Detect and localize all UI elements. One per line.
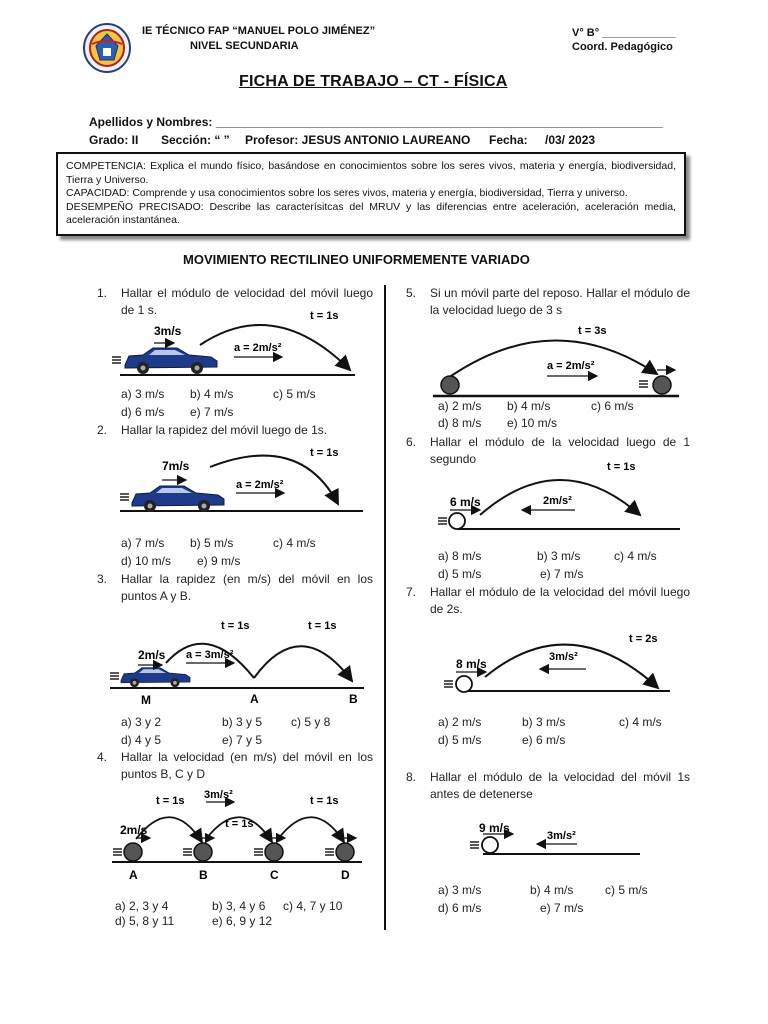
acceleration-label: 3m/s² xyxy=(204,789,233,801)
time-label: t = 2s xyxy=(629,633,658,645)
section-title: MOVIMIENTO RECTILINEO UNIFORMEMENTE VARIADO xyxy=(183,252,530,267)
option[interactable]: d) 5, 8 y 11 xyxy=(115,914,175,928)
question-text: Hallar el módulo de la velocidad luego de 1 segundo xyxy=(430,435,690,466)
option[interactable]: b) 3, 4 y 6 xyxy=(212,899,266,913)
question-text: Hallar el módulo de la velocidad del móvil luego de 2s. xyxy=(430,585,690,616)
question-5 xyxy=(406,285,690,321)
option[interactable]: c) 5 y 8 xyxy=(291,715,331,729)
options-q3 xyxy=(121,715,371,749)
question-text: Si un móvil parte del reposo. Hallar el módulo de la velocidad luego de 3 s xyxy=(430,286,690,317)
option[interactable]: d) 6 m/s xyxy=(121,405,165,419)
option[interactable]: a) 2 m/s xyxy=(438,399,482,413)
option[interactable]: e) 9 m/s xyxy=(197,554,241,568)
acceleration-label: a = 2m/s² xyxy=(234,342,282,354)
velocity-label: 9 m/s xyxy=(479,821,510,835)
options-q8 xyxy=(438,883,688,917)
figure-q6 xyxy=(430,455,682,535)
option[interactable]: a) 8 m/s xyxy=(438,549,482,563)
question-8 xyxy=(406,769,690,805)
option[interactable]: d) 6 m/s xyxy=(438,901,482,915)
option[interactable]: c) 4 m/s xyxy=(614,549,657,563)
option[interactable]: c) 4, 7 y 10 xyxy=(283,899,343,913)
question-3 xyxy=(97,571,373,607)
teacher-label: Profesor: JESUS ANTONIO LAUREANO xyxy=(245,133,471,147)
options-q6 xyxy=(438,549,688,583)
velocity-label: 2m/s xyxy=(138,648,166,662)
options-q2 xyxy=(121,536,371,570)
option[interactable]: b) 3 m/s xyxy=(522,715,566,729)
point-c: C xyxy=(270,868,279,882)
options-q4 xyxy=(115,899,375,933)
question-4 xyxy=(97,749,373,785)
time-label: t = 1s xyxy=(310,310,339,322)
options-q7 xyxy=(438,715,688,749)
acceleration-label: 3m/s² xyxy=(549,651,578,663)
option[interactable]: c) 5 m/s xyxy=(605,883,648,897)
time-label-1: t = 1s xyxy=(156,795,185,807)
time-label-2: t = 1s xyxy=(308,620,337,632)
time-label: t = 3s xyxy=(578,325,607,337)
desempeno-text: DESEMPEÑO PRECISADO: Describe las caracterísitcas del MRUV y las diferencias entre aceleración, aceleración media, aceleración instantánea. xyxy=(66,200,676,226)
option[interactable]: e) 7 m/s xyxy=(190,405,234,419)
figure-q4 xyxy=(106,784,372,884)
point-d: D xyxy=(341,868,350,882)
date-value: /03/ 2023 xyxy=(545,133,596,147)
option[interactable]: e) 7 m/s xyxy=(540,901,584,915)
option[interactable]: a) 2 m/s xyxy=(438,715,482,729)
question-number: 4. xyxy=(97,750,108,764)
time-label-1: t = 1s xyxy=(221,620,250,632)
question-number: 7. xyxy=(406,585,417,599)
option[interactable]: d) 10 m/s xyxy=(121,554,172,568)
time-label: t = 1s xyxy=(607,461,636,473)
option[interactable]: b) 4 m/s xyxy=(530,883,574,897)
option[interactable]: a) 2, 3 y 4 xyxy=(115,899,169,913)
option[interactable]: a) 7 m/s xyxy=(121,536,165,550)
option[interactable]: b) 3 y 5 xyxy=(222,715,263,729)
figure-q3 xyxy=(106,613,372,713)
acceleration-label: a = 3m/s² xyxy=(186,649,234,661)
time-label-2: t = 1s xyxy=(225,818,254,830)
option[interactable]: b) 4 m/s xyxy=(190,387,234,401)
velocity-label: 7m/s xyxy=(162,459,190,473)
time-label: t = 1s xyxy=(310,447,339,459)
question-text: Hallar la rapidez del móvil luego de 1s. xyxy=(121,423,328,437)
acceleration-label: a = 2m/s² xyxy=(236,479,284,491)
option[interactable]: d) 5 m/s xyxy=(438,733,482,747)
school-level: NIVEL SECUNDARIA xyxy=(190,40,299,52)
option[interactable]: a) 3 y 2 xyxy=(121,715,162,729)
point-m: M xyxy=(141,693,151,707)
option[interactable]: e) 7 m/s xyxy=(540,567,584,581)
capacidad-text: CAPACIDAD: Comprende y usa conocimientos sobre los seres vivos, materia y energía, biodiversidad, Tierra y universo. xyxy=(66,187,628,199)
figure-q1 xyxy=(110,305,370,380)
question-number: 6. xyxy=(406,435,417,449)
option[interactable]: b) 5 m/s xyxy=(190,536,234,550)
option[interactable]: a) 3 m/s xyxy=(438,883,482,897)
question-7 xyxy=(406,584,690,620)
question-text: Hallar la rapidez (en m/s) del móvil en los puntos A y B. xyxy=(121,572,373,603)
figure-q2 xyxy=(110,442,370,517)
question-2 xyxy=(97,422,373,440)
question-text: Hallar el módulo de la velocidad del móvil 1s antes de detenerse xyxy=(430,770,690,801)
question-number: 3. xyxy=(97,572,108,586)
options-q1 xyxy=(121,387,371,421)
velocity-label: 3m/s xyxy=(154,324,182,338)
school-name: IE TÉCNICO FAP “MANUEL POLO JIMÉNEZ” xyxy=(142,25,376,37)
option[interactable]: b) 4 m/s xyxy=(507,399,551,413)
velocity-label: 2m/s xyxy=(120,823,148,837)
option[interactable]: b) 3 m/s xyxy=(537,549,581,563)
figure-q7 xyxy=(430,622,682,697)
acceleration-label: 2m/s² xyxy=(543,495,572,507)
option[interactable]: a) 3 m/s xyxy=(121,387,165,401)
competency-box xyxy=(56,152,686,236)
competencia-text: COMPETENCIA: Explica el mundo físico, basándose en conocimientos sobre los seres vivos, materia y energía, biodiversidad, Tierra y Universo. xyxy=(66,160,676,186)
date-label: Fecha: xyxy=(489,133,528,147)
point-b: B xyxy=(349,692,358,706)
option[interactable]: c) 4 m/s xyxy=(619,715,662,729)
time-label-3: t = 1s xyxy=(310,795,339,807)
column-divider xyxy=(384,285,386,930)
approval-line: V° B° ____________ xyxy=(572,27,676,39)
coord-label: Coord. Pedagógico xyxy=(572,41,673,53)
page-title: FICHA DE TRABAJO – CT - FÍSICA xyxy=(239,73,508,90)
option[interactable]: d) 4 y 5 xyxy=(121,733,162,747)
options-q5 xyxy=(438,399,688,433)
acceleration-label: 3m/s² xyxy=(547,830,576,842)
question-number: 8. xyxy=(406,770,417,784)
figure-q8 xyxy=(465,818,645,860)
velocity-label: 6 m/s xyxy=(450,495,481,509)
option[interactable]: c) 6 m/s xyxy=(591,399,634,413)
question-number: 2. xyxy=(97,423,108,437)
option[interactable]: d) 8 m/s xyxy=(438,416,482,430)
grade-label: Grado: II xyxy=(89,133,139,147)
option[interactable]: e) 10 m/s xyxy=(507,416,558,430)
point-a: A xyxy=(250,692,259,706)
option[interactable]: d) 5 m/s xyxy=(438,567,482,581)
name-field-label: Apellidos y Nombres: ___________________________________________________________________ xyxy=(89,115,663,129)
point-b: B xyxy=(199,868,208,882)
school-logo xyxy=(82,22,132,74)
acceleration-label: a = 2m/s² xyxy=(547,360,595,372)
option[interactable]: e) 7 y 5 xyxy=(222,733,263,747)
question-text: Hallar la velocidad (en m/s) del móvil en los puntos B, C y D xyxy=(121,750,373,781)
figure-q5 xyxy=(425,318,687,400)
question-number: 5. xyxy=(406,286,417,300)
option[interactable]: c) 5 m/s xyxy=(273,387,316,401)
section-label: Sección: “ ” xyxy=(161,133,230,147)
point-a: A xyxy=(129,868,138,882)
question-text: Hallar el módulo de velocidad del móvil luego de 1 s. xyxy=(121,286,373,317)
option[interactable]: e) 6, 9 y 12 xyxy=(212,914,273,928)
option[interactable]: e) 6 m/s xyxy=(522,733,566,747)
velocity-label: 8 m/s xyxy=(456,657,487,671)
question-number: 1. xyxy=(97,286,108,300)
option[interactable]: c) 4 m/s xyxy=(273,536,316,550)
